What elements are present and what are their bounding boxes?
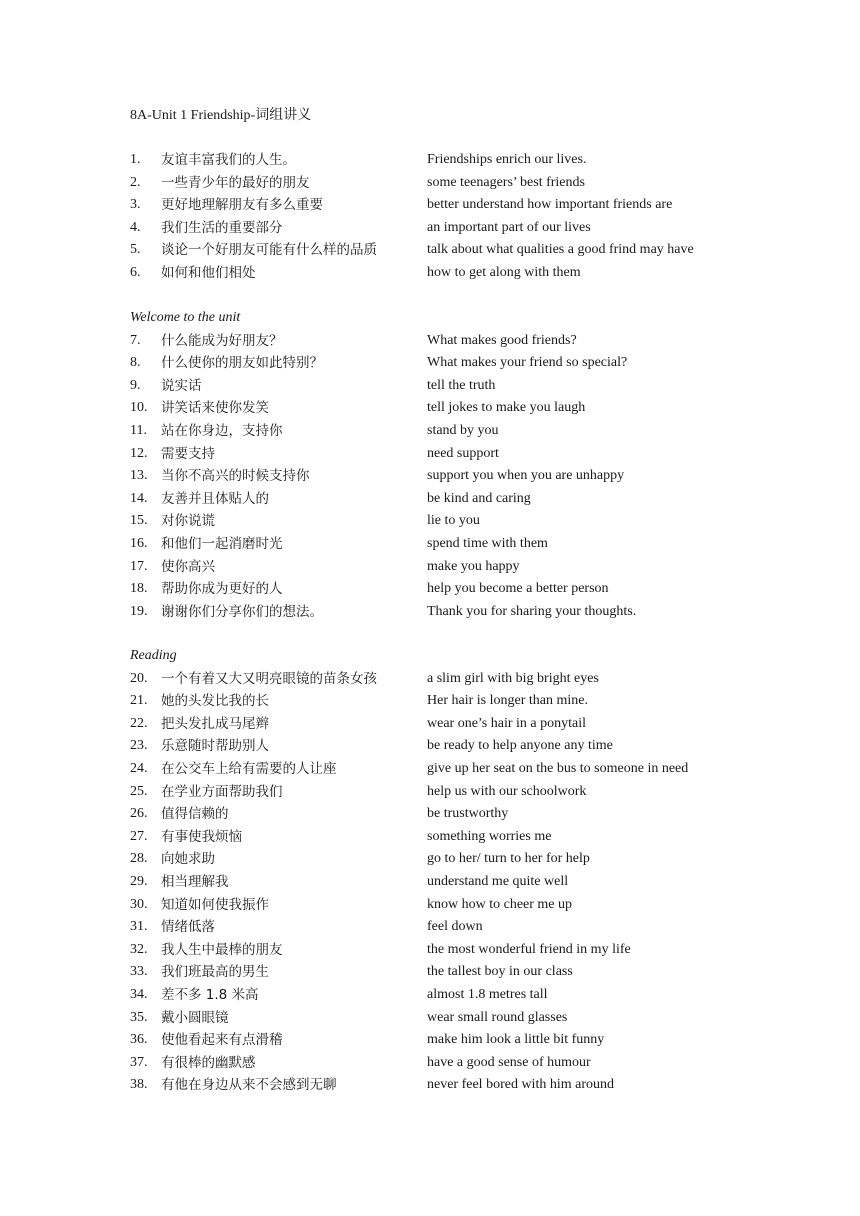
phrase-chinese: 什么能成为好朋友？: [161, 332, 283, 349]
phrase-english: Thank you for sharing your thoughts.: [427, 603, 637, 619]
phrase-number: 2.: [130, 174, 141, 190]
phrase-chinese: 当你不高兴的时候支持你: [161, 468, 310, 485]
phrase-chinese: 有很棒的幽默感: [161, 1054, 256, 1071]
phrase-english: tell the truth: [427, 377, 496, 393]
phrase-number: 29.: [130, 873, 148, 889]
phrase-row: [130, 149, 770, 172]
phrase-english: understand me quite well: [427, 873, 569, 889]
phrase-number: 5.: [130, 242, 141, 258]
phrase-row: [130, 939, 770, 962]
phrase-number: 21.: [130, 693, 148, 709]
phrase-english: make you happy: [427, 558, 520, 574]
phrase-number: 20.: [130, 670, 148, 686]
phrase-english: give up her seat on the bus to someone in need: [427, 760, 689, 776]
phrase-number: 4.: [130, 219, 141, 235]
phrase-number: 17.: [130, 558, 148, 574]
phrase-english: be ready to help anyone any time: [427, 738, 613, 754]
phrase-english: be trustworthy: [427, 806, 509, 822]
phrase-english: be kind and caring: [427, 490, 531, 506]
phrase-chinese: 谢谢你们分享你们的想法。: [161, 603, 323, 620]
phrase-number: 31.: [130, 919, 148, 935]
phrase-row: [130, 443, 770, 466]
phrase-row: [130, 781, 770, 804]
phrase-english: the tallest boy in our class: [427, 964, 573, 980]
phrase-number: 30.: [130, 896, 148, 912]
phrase-row: [130, 172, 770, 195]
phrase-english: What makes good friends?: [427, 332, 577, 348]
phrase-row: [130, 465, 770, 488]
phrase-number: 27.: [130, 828, 148, 844]
phrase-chinese: 需要支持: [161, 445, 215, 462]
phrase-english: Friendships enrich our lives.: [427, 152, 587, 167]
phrase-chinese: 她的头发比我的长: [161, 693, 269, 710]
phrase-english: know how to cheer me up: [427, 896, 573, 912]
phrase-row: [130, 690, 770, 713]
phrase-number: 35.: [130, 1009, 148, 1025]
phrase-number: 24.: [130, 760, 148, 776]
section-intro: [130, 149, 770, 285]
phrase-chinese: 乐意随时帮助别人: [161, 738, 269, 755]
phrase-number: 10.: [130, 400, 148, 416]
phrase-english: make him look a little bit funny: [427, 1032, 605, 1048]
phrase-number: 28.: [130, 851, 148, 867]
phrase-row: [130, 1074, 770, 1097]
phrase-row: [130, 894, 770, 917]
phrase-chinese: 把头发扎成马尾辫: [161, 715, 269, 732]
phrase-chinese: 在公交车上给有需要的人让座: [161, 760, 337, 777]
phrase-number: 32.: [130, 941, 148, 957]
phrase-number: 11.: [130, 422, 147, 438]
phrase-english: tell jokes to make you laugh: [427, 400, 586, 416]
phrase-chinese: 站在你身边，支持你: [161, 422, 283, 439]
phrase-row: [130, 601, 770, 624]
phrase-english: something worries me: [427, 828, 552, 844]
phrase-english: talk about what qualities a good frind may have: [427, 242, 694, 258]
phrase-english: have a good sense of humour: [427, 1054, 591, 1070]
phrase-row: [130, 848, 770, 871]
phrase-english: how to get along with them: [427, 264, 581, 280]
phrase-number: 16.: [130, 535, 148, 551]
phrase-number: 9.: [130, 377, 141, 393]
section-welcome: [130, 307, 770, 623]
phrase-chinese: 和他们一起消磨时光: [161, 535, 283, 552]
phrase-chinese: 情绪低落: [161, 919, 215, 936]
phrase-chinese: 我人生中最棒的朋友: [161, 941, 283, 958]
phrase-row: [130, 1029, 770, 1052]
phrase-english: some teenagers’ best friends: [427, 174, 585, 190]
phrase-row: [130, 510, 770, 533]
phrase-number: 7.: [130, 332, 141, 348]
phrase-row: [130, 916, 770, 939]
phrase-chinese: 值得信赖的: [161, 806, 229, 823]
phrase-english: support you when you are unhappy: [427, 468, 625, 484]
phrase-english: stand by you: [427, 422, 499, 438]
phrase-chinese: 有事使我烦恼: [161, 828, 242, 845]
phrase-number: 13.: [130, 468, 148, 484]
phrase-number: 38.: [130, 1077, 148, 1093]
phrase-number: 34.: [130, 986, 148, 1002]
phrase-chinese: 戴小圆眼镜: [161, 1009, 229, 1026]
phrase-number: 3.: [130, 197, 141, 213]
phrase-chinese: 有他在身边从来不会感到无聊: [161, 1077, 337, 1094]
section-heading: Reading: [130, 648, 177, 663]
phrase-chinese: 我们生活的重要部分: [161, 219, 283, 236]
phrase-chinese: 帮助你成为更好的人: [161, 581, 283, 598]
phrase-row: [130, 1007, 770, 1030]
phrase-number: 12.: [130, 445, 148, 461]
phrase-row: [130, 488, 770, 511]
phrase-english: help you become a better person: [427, 581, 609, 597]
phrase-number: 25.: [130, 783, 148, 799]
phrase-english: What makes your friend so special?: [427, 355, 628, 371]
phrase-row: [130, 961, 770, 984]
phrase-row: [130, 668, 770, 691]
phrase-chinese: 知道如何使我振作: [161, 896, 269, 913]
phrase-row: [130, 375, 770, 398]
phrase-row: [130, 420, 770, 443]
phrase-row: [130, 826, 770, 849]
phrase-number: 19.: [130, 603, 148, 619]
phrase-number: 36.: [130, 1032, 148, 1048]
phrase-number: 18.: [130, 581, 148, 597]
phrase-number: 1.: [130, 152, 141, 167]
phrase-chinese: 说实话: [161, 377, 202, 394]
phrase-chinese: 差不多 1.8 米高: [161, 986, 259, 1003]
phrase-chinese: 在学业方面帮助我们: [161, 783, 283, 800]
phrase-english: almost 1.8 metres tall: [427, 986, 548, 1002]
phrase-number: 33.: [130, 964, 148, 980]
phrase-chinese: 相当理解我: [161, 873, 229, 890]
phrase-chinese: 使你高兴: [161, 558, 215, 575]
phrase-english: need support: [427, 445, 499, 461]
phrase-english: feel down: [427, 919, 483, 935]
phrase-number: 8.: [130, 355, 141, 371]
phrase-row: [130, 194, 770, 217]
phrase-english: spend time with them: [427, 535, 548, 551]
phrase-chinese: 讲笑话来使你发笑: [161, 400, 269, 417]
phrase-number: 37.: [130, 1054, 148, 1070]
phrase-chinese: 如何和他们相处: [161, 264, 256, 281]
phrase-chinese: 友善并且体贴人的: [161, 490, 269, 507]
section-reading: [130, 645, 770, 1097]
phrase-row: [130, 803, 770, 826]
phrase-row: [130, 713, 770, 736]
phrase-row: [130, 352, 770, 375]
phrase-english: an important part of our lives: [427, 219, 591, 235]
phrase-chinese: 我们班最高的男生: [161, 964, 269, 981]
document-title: 8A-Unit 1 Friendship-词组讲义: [130, 108, 312, 123]
phrase-chinese: 使他看起来有点滑稽: [161, 1032, 283, 1049]
phrase-number: 15.: [130, 513, 148, 529]
phrase-row: [130, 984, 770, 1007]
phrase-row: [130, 533, 770, 556]
phrase-row: [130, 262, 770, 285]
phrase-chinese: 什么使你的朋友如此特别？: [161, 355, 323, 372]
phrase-number: 26.: [130, 806, 148, 822]
phrase-english: wear small round glasses: [427, 1009, 568, 1025]
phrase-number: 6.: [130, 264, 141, 280]
phrase-number: 22.: [130, 715, 148, 731]
phrase-chinese: 一个有着又大又明亮眼镜的苗条女孩: [161, 670, 377, 687]
phrase-row: [130, 871, 770, 894]
phrase-row: [130, 397, 770, 420]
phrase-row: [130, 217, 770, 240]
phrase-row: [130, 330, 770, 353]
phrase-number: 23.: [130, 738, 148, 754]
phrase-chinese: 友谊丰富我们的人生。: [161, 152, 296, 168]
phrase-chinese: 一些青少年的最好的朋友: [161, 174, 310, 191]
phrase-english: wear one’s hair in a ponytail: [427, 715, 587, 731]
phrase-chinese: 对你说谎: [161, 513, 215, 530]
section-heading: Welcome to the unit: [130, 310, 241, 325]
phrase-row: [130, 556, 770, 579]
phrase-row: [130, 239, 770, 262]
phrase-row: [130, 578, 770, 601]
phrase-english: never feel bored with him around: [427, 1077, 614, 1093]
phrase-english: help us with our schoolwork: [427, 783, 587, 799]
phrase-number: 14.: [130, 490, 148, 506]
phrase-row: [130, 735, 770, 758]
phrase-english: go to her/ turn to her for help: [427, 851, 590, 867]
phrase-row: [130, 1052, 770, 1075]
phrase-chinese: 向她求助: [161, 851, 215, 868]
phrase-row: [130, 758, 770, 781]
phrase-english: lie to you: [427, 513, 480, 529]
phrase-english: Her hair is longer than mine.: [427, 693, 588, 709]
phrase-english: better understand how important friends are: [427, 197, 673, 213]
phrase-english: the most wonderful friend in my life: [427, 941, 631, 957]
phrase-english: a slim girl with big bright eyes: [427, 670, 599, 686]
phrase-chinese: 更好地理解朋友有多么重要: [161, 197, 323, 214]
phrase-chinese: 谈论一个好朋友可能有什么样的品质: [161, 242, 377, 259]
